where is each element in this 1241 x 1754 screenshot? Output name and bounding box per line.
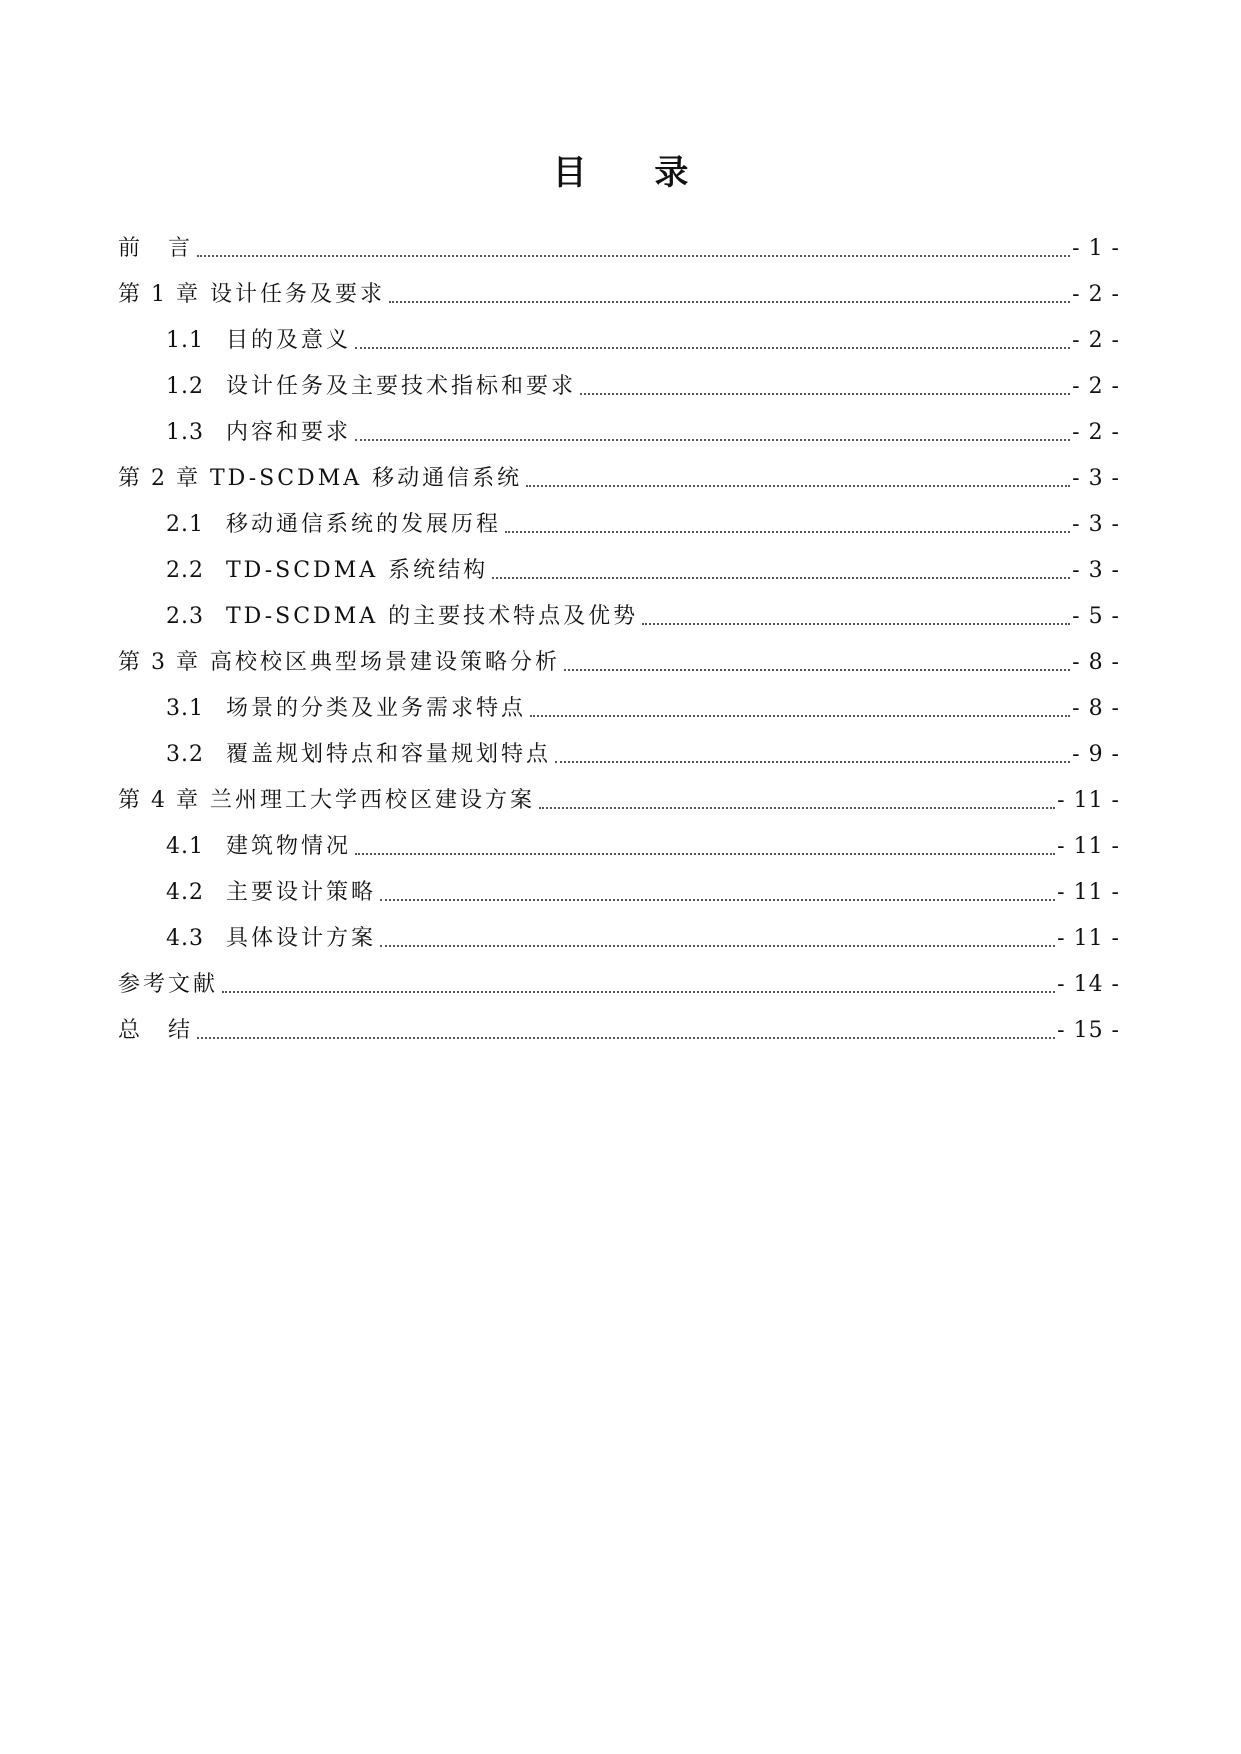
dot-leader xyxy=(492,575,1070,579)
toc-entry-section-3-2[interactable] xyxy=(118,724,1120,770)
toc-entry-section-4-1[interactable] xyxy=(118,816,1120,862)
toc-entry-title: 高校校区典型场景建设策略分析 xyxy=(210,650,561,675)
toc-entry-number: 第 1 章 xyxy=(118,282,200,307)
dot-leader xyxy=(564,667,1070,671)
toc-entry-title: 具体设计方案 xyxy=(226,926,377,951)
dot-leader xyxy=(389,299,1070,303)
toc-entry-section-1-3[interactable] xyxy=(118,402,1120,448)
toc-entry-page: - 11 - xyxy=(1057,834,1120,859)
dot-leader xyxy=(539,805,1055,809)
toc-entry-page: - 11 - xyxy=(1057,880,1120,905)
toc-entry-number: 1.2 xyxy=(166,374,204,399)
toc-entry-page: - 11 - xyxy=(1057,926,1120,951)
toc-entry-page: - 2 - xyxy=(1072,374,1120,399)
toc-entry-number: 1.3 xyxy=(166,420,204,445)
toc-entry-references[interactable] xyxy=(118,954,1120,1000)
toc-entry-page: - 14 - xyxy=(1057,972,1120,997)
toc-entry-page: - 3 - xyxy=(1072,512,1120,537)
toc-entry-section-4-3[interactable] xyxy=(118,908,1120,954)
toc-entry-number: 3.1 xyxy=(166,696,204,721)
dot-leader xyxy=(355,851,1055,855)
toc-entry-number: 4.2 xyxy=(166,880,204,905)
dot-leader xyxy=(380,897,1055,901)
dot-leader xyxy=(526,483,1070,487)
toc-entry-page: - 9 - xyxy=(1072,742,1120,767)
toc-entry-summary[interactable] xyxy=(118,1000,1120,1046)
toc-entry-section-3-1[interactable] xyxy=(118,678,1120,724)
toc-entry-title: TD-SCDMA 移动通信系统 xyxy=(210,466,523,491)
toc-entry-title: 设计任务及主要技术指标和要求 xyxy=(226,374,577,399)
toc-entry-title: 移动通信系统的发展历程 xyxy=(226,512,502,537)
toc-entry-title: 内容和要求 xyxy=(226,420,352,445)
toc-entry-number: 2.1 xyxy=(166,512,204,537)
toc-entry-title: 设计任务及要求 xyxy=(210,282,386,307)
toc-entry-number: 4.3 xyxy=(166,926,204,951)
dot-leader xyxy=(197,253,1070,257)
toc-entry-number: 第 3 章 xyxy=(118,650,200,675)
toc-entry-page: - 1 - xyxy=(1072,236,1120,261)
toc-entry-section-2-3[interactable] xyxy=(118,586,1120,632)
toc-entry-title: 兰州理工大学西校区建设方案 xyxy=(210,788,536,813)
toc-entry-title: TD-SCDMA 的主要技术特点及优势 xyxy=(226,604,639,629)
dot-leader xyxy=(555,759,1070,763)
toc-entry-section-2-1[interactable] xyxy=(118,494,1120,540)
toc-entry-section-4-2[interactable] xyxy=(118,862,1120,908)
toc-entry-title: 建筑物情况 xyxy=(226,834,352,859)
toc-entry-number: 4.1 xyxy=(166,834,204,859)
dot-leader xyxy=(530,713,1070,717)
toc-entry-page: - 2 - xyxy=(1072,328,1120,353)
toc-entry-page: - 3 - xyxy=(1072,558,1120,583)
dot-leader xyxy=(642,621,1070,625)
toc-entry-section-1-1[interactable] xyxy=(118,310,1120,356)
toc-entry-page: - 8 - xyxy=(1072,696,1120,721)
toc-entry-number: 第 4 章 xyxy=(118,788,200,813)
toc-entry-section-1-2[interactable] xyxy=(118,356,1120,402)
table-of-contents xyxy=(118,218,1120,1046)
dot-leader xyxy=(222,989,1055,993)
toc-entry-page: - 2 - xyxy=(1072,282,1120,307)
toc-entry-section-2-2[interactable] xyxy=(118,540,1120,586)
dot-leader xyxy=(355,345,1070,349)
toc-entry-title: 场景的分类及业务需求特点 xyxy=(226,696,527,721)
toc-entry-number: 第 2 章 xyxy=(118,466,200,491)
toc-entry-chapter-2[interactable] xyxy=(118,448,1120,494)
toc-title: 目 录 xyxy=(552,153,717,193)
toc-entry-title: 参考文献 xyxy=(118,972,219,997)
toc-entry-number: 3.2 xyxy=(166,742,204,767)
toc-entry-page: - 5 - xyxy=(1072,604,1120,629)
toc-entry-number: 2.3 xyxy=(166,604,204,629)
toc-entry-preface[interactable] xyxy=(118,218,1120,264)
toc-entry-chapter-3[interactable] xyxy=(118,632,1120,678)
dot-leader xyxy=(505,529,1070,533)
toc-entry-title: 主要设计策略 xyxy=(226,880,377,905)
toc-entry-page: - 3 - xyxy=(1072,466,1120,491)
toc-entry-chapter-1[interactable] xyxy=(118,264,1120,310)
toc-entry-title: 覆盖规划特点和容量规划特点 xyxy=(226,742,552,767)
dot-leader xyxy=(197,1035,1055,1039)
toc-entry-page: - 2 - xyxy=(1072,420,1120,445)
toc-entry-page: - 15 - xyxy=(1057,1018,1120,1043)
toc-entry-title: 目的及意义 xyxy=(226,328,352,353)
toc-entry-page: - 11 - xyxy=(1057,788,1120,813)
toc-entry-title: TD-SCDMA 系统结构 xyxy=(226,558,489,583)
dot-leader xyxy=(355,437,1070,441)
toc-entry-chapter-4[interactable] xyxy=(118,770,1120,816)
dot-leader xyxy=(580,391,1070,395)
toc-entry-title: 总 结 xyxy=(118,1018,194,1043)
toc-entry-title: 前 言 xyxy=(118,236,194,261)
toc-entry-number: 2.2 xyxy=(166,558,204,583)
dot-leader xyxy=(380,943,1055,947)
toc-entry-page: - 8 - xyxy=(1072,650,1120,675)
toc-entry-number: 1.1 xyxy=(166,328,204,353)
